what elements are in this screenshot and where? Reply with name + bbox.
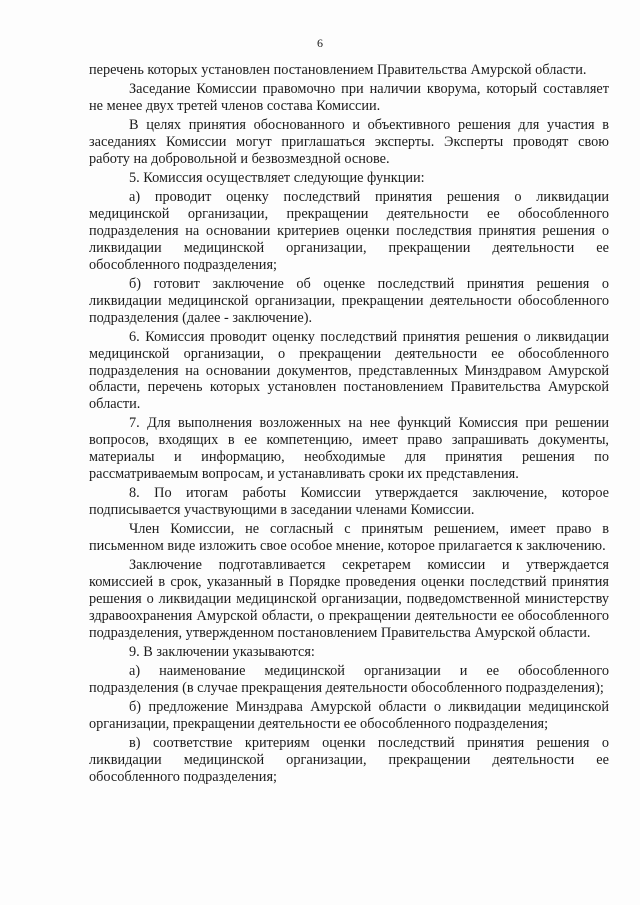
paragraph: 7. Для выполнения возложенных на нее функций Комиссия при решении вопросов, входящих в ее компетенцию, имеет право запрашивать документы, материалы и информацию, необходимые для принятия решения по рассматриваемым вопросам, и устанавливать сроки их представления. [89, 415, 609, 483]
page-number: 6 [317, 36, 323, 50]
paragraph: 5. Комиссия осуществляет следующие функции: [129, 170, 425, 186]
paragraph: Заключение подготавливается секретарем комиссии и утверждается комиссией в срок, указанный в Порядке проведения оценки последствий принятия решения о ликвидации медицинской организации, подведомственной министерству здравоохранения Амурской области, о прекращении деятельности ее обособленного подразделения, утвержденном постановлением Правительства Амурской области. [89, 557, 609, 641]
paragraph: б) предложение Минздрава Амурской области о ликвидации медицинской организации, прекращении деятельности ее обособленного подразделения; [89, 699, 609, 732]
paragraph: а) наименование медицинской организации и ее обособленного подразделения (в случае прекращения деятельности обособленного подразделения); [89, 663, 609, 696]
paragraph: 9. В заключении указываются: [129, 643, 315, 660]
paragraph: перечень которых установлен постановлением Правительства Амурской области. [89, 62, 587, 78]
paragraph: Заседание Комиссии правомочно при наличии кворума, который составляет не менее двух третей членов состава Комиссии. [89, 81, 609, 114]
paragraph: 6. Комиссия проводит оценку последствий принятия решения о ликвидации медицинской организации, о прекращении деятельности ее обособленного подразделения на основании документов, представленных Минздравом Амурской области, перечень которых установлен постановлением Правительства Амурской области. [89, 328, 609, 413]
paragraph: б) готовит заключение об оценке последствий принятия решения о ликвидации медицинской организации, прекращении деятельности обособленного подразделения (далее - заключение). [89, 275, 609, 326]
paragraph: в) соответствие критериям оценки последствий принятия решения о ликвидации медицинской организации, прекращении деятельности ее обособленного подразделения; [89, 735, 609, 785]
paragraph: 8. По итогам работы Комиссии утверждается заключение, которое подписывается участвующими в заседании членами Комиссии. [89, 485, 609, 519]
paragraph: Член Комиссии, не согласный с принятым решением, имеет право в письменном виде изложить свое особое мнение, которое прилагается к заключению. [89, 521, 609, 555]
paragraph: а) проводит оценку последствий принятия решения о ликвидации медицинской организации, прекращении деятельности ее обособленного подразделения на основании критериев оценки последствия принятия решения о ликвидации медицинской организации, прекращении деятельности ее обособленного подразделения; [89, 189, 609, 273]
document-body [89, 62, 609, 788]
paragraph: В целях принятия обоснованного и объективного решения для участия в заседаниях Комиссии могут приглашаться эксперты. Эксперты проводят свою работу на добровольной и безвозмездной основе. [89, 117, 609, 167]
